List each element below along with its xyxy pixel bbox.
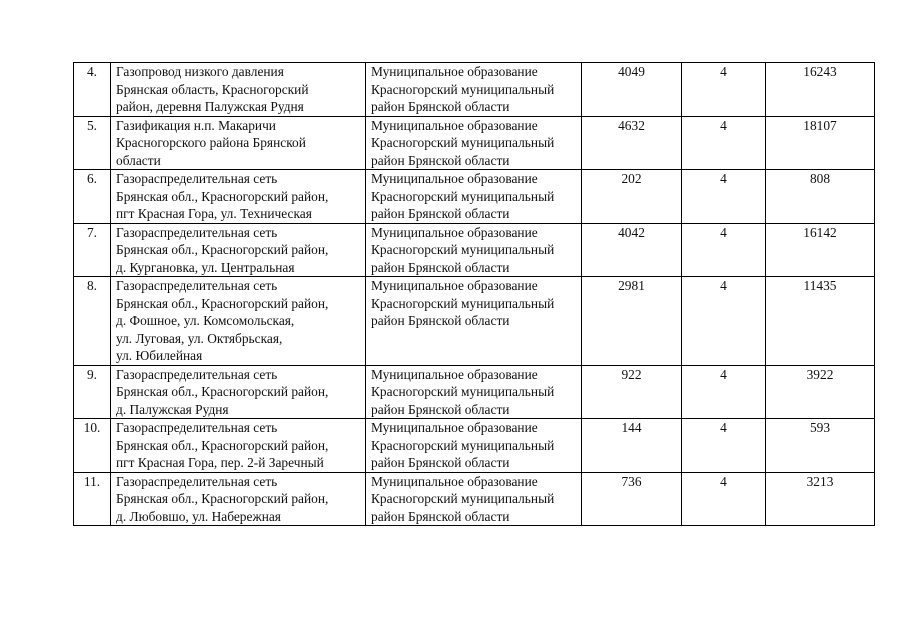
value-c: 16243 xyxy=(766,63,875,117)
value-a: 736 xyxy=(582,472,682,526)
owner: Муниципальное образование Красногорский муниципальный район Брянской области xyxy=(366,170,582,224)
value-c: 18107 xyxy=(766,116,875,170)
object-description: Газораспределительная сеть Брянская обл., Красногорский район, д. Любовшо, ул. Набережная xyxy=(111,472,366,526)
table-row xyxy=(74,63,875,117)
owner: Муниципальное образование Красногорский муниципальный район Брянской области xyxy=(366,63,582,117)
value-a: 202 xyxy=(582,170,682,224)
table-row xyxy=(74,170,875,224)
object-description: Газораспределительная сеть Брянская обл., Красногорский район, пгт Красная Гора, пер. 2-й Заречный xyxy=(111,419,366,473)
value-b: 4 xyxy=(682,223,766,277)
owner: Муниципальное образование Красногорский муниципальный район Брянской области xyxy=(366,223,582,277)
object-description: Газораспределительная сеть Брянская обл., Красногорский район, д. Кургановка, ул. Центральная xyxy=(111,223,366,277)
owner: Муниципальное образование Красногорский муниципальный район Брянской области xyxy=(366,419,582,473)
value-c: 3922 xyxy=(766,365,875,419)
object-description: Газопровод низкого давления Брянская область, Красногорский район, деревня Палужская Рудня xyxy=(111,63,366,117)
value-b: 4 xyxy=(682,419,766,473)
object-description: Газификация н.п. Макаричи Красногорского района Брянской области xyxy=(111,116,366,170)
owner: Муниципальное образование Красногорский муниципальный район Брянской области xyxy=(366,116,582,170)
row-number: 6. xyxy=(74,170,111,224)
value-c: 16142 xyxy=(766,223,875,277)
value-a: 4049 xyxy=(582,63,682,117)
value-b: 4 xyxy=(682,116,766,170)
value-b: 4 xyxy=(682,277,766,366)
table-body xyxy=(74,63,875,526)
value-b: 4 xyxy=(682,63,766,117)
value-a: 4042 xyxy=(582,223,682,277)
row-number: 7. xyxy=(74,223,111,277)
object-description: Газораспределительная сеть Брянская обл., Красногорский район, д. Фошное, ул. Комсомольская, ул. Луговая, ул. Октябрьская, ул. Юбилейная xyxy=(111,277,366,366)
table-row xyxy=(74,277,875,366)
value-b: 4 xyxy=(682,365,766,419)
value-c: 593 xyxy=(766,419,875,473)
value-a: 4632 xyxy=(582,116,682,170)
value-b: 4 xyxy=(682,472,766,526)
table-row xyxy=(74,223,875,277)
object-description: Газораспределительная сеть Брянская обл., Красногорский район, д. Палужская Рудня xyxy=(111,365,366,419)
owner: Муниципальное образование Красногорский муниципальный район Брянской области xyxy=(366,472,582,526)
row-number: 10. xyxy=(74,419,111,473)
table-row xyxy=(74,472,875,526)
value-a: 922 xyxy=(582,365,682,419)
owner: Муниципальное образование Красногорский муниципальный район Брянской области xyxy=(366,277,582,366)
row-number: 9. xyxy=(74,365,111,419)
value-a: 144 xyxy=(582,419,682,473)
value-c: 808 xyxy=(766,170,875,224)
row-number: 4. xyxy=(74,63,111,117)
row-number: 5. xyxy=(74,116,111,170)
value-c: 3213 xyxy=(766,472,875,526)
row-number: 11. xyxy=(74,472,111,526)
owner: Муниципальное образование Красногорский муниципальный район Брянской области xyxy=(366,365,582,419)
value-c: 11435 xyxy=(766,277,875,366)
objects-table xyxy=(73,62,875,526)
table-row xyxy=(74,365,875,419)
value-a: 2981 xyxy=(582,277,682,366)
object-description: Газораспределительная сеть Брянская обл., Красногорский район, пгт Красная Гора, ул. Техническая xyxy=(111,170,366,224)
table-row xyxy=(74,116,875,170)
value-b: 4 xyxy=(682,170,766,224)
row-number: 8. xyxy=(74,277,111,366)
table-row xyxy=(74,419,875,473)
